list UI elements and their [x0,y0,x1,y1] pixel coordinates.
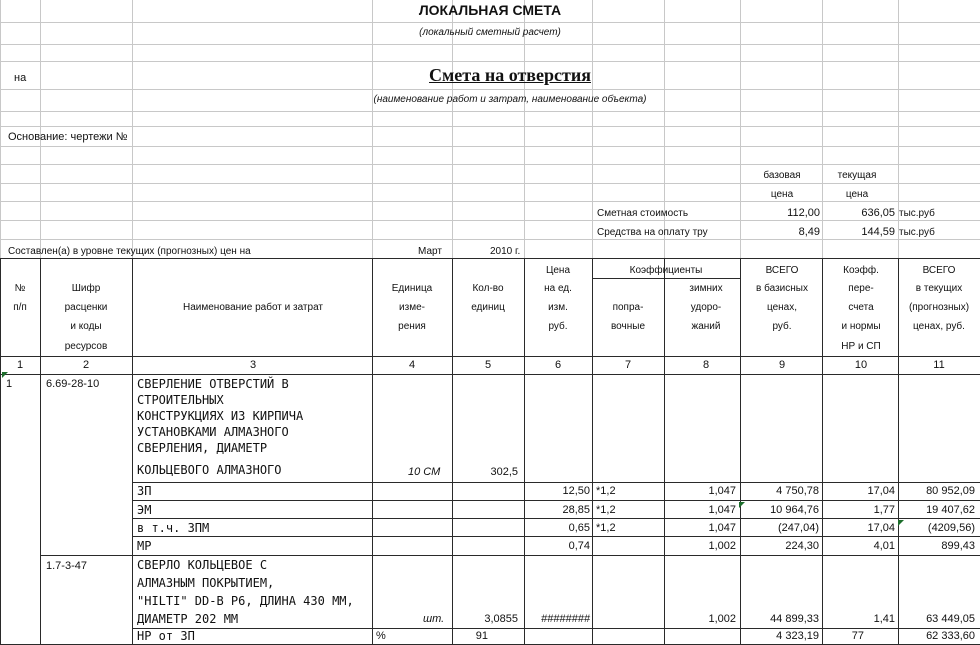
current-header-2: цена [845,189,869,200]
basis-line: Основание: чертежи № [8,131,128,143]
item1-sub4-winter: 1,002 [708,540,736,552]
item1-sub1-recalc: 17,04 [867,485,895,497]
hdr-num-2: п/п [13,302,27,313]
item1-sub4-recalc: 4,01 [873,540,895,552]
cost-current-1: 636,05 [861,207,895,219]
np-row-recalc: 77 [851,630,864,642]
hdr-coef-a-1: попра- [612,302,644,313]
colnum-11: 11 [933,359,945,371]
hdr-total-base-3: ценах, [766,302,798,313]
na-label: на [14,72,27,84]
work-subtitle: (наименование работ и затрат, наименование объекта) [373,94,647,105]
table-border-h [0,374,980,375]
gridline-v [132,0,133,258]
np-row-qty: 91 [475,630,488,642]
cost-current-2: 144,59 [861,226,895,238]
item1-sub3-total-base: (247,04) [778,522,819,534]
item1-name-2: СТРОИТЕЛЬНЫХ [137,393,224,407]
item2-code: 1.7-3-47 [46,560,87,572]
item1-sub3-winter: 1,047 [708,522,736,534]
item1-sub3-total-cur: (4209,56) [927,522,975,534]
doc-subtitle: (локальный сметный расчет) [419,27,561,38]
comment-marker [2,372,8,378]
table-border-v [40,258,41,644]
cost-unit-2: тыс.руб [899,227,935,238]
table-border-v [524,258,525,644]
item2-name-4: ДИАМЕТР 202 ММ [137,612,239,626]
hdr-coef-b-3: жаний [691,321,721,332]
hdr-qty-2: единиц [471,302,505,313]
hdr-recalc-2: пере- [848,283,874,294]
hdr-price-1: Цена [545,265,571,276]
gridline-h [0,146,980,147]
base-header-1: базовая [763,170,801,181]
hdr-recalc-3: счета [848,302,874,313]
cost-unit-1: тыс.руб [899,208,935,219]
table-border-v [822,258,823,644]
colnum-5: 5 [484,359,492,371]
gridline-h [0,61,980,62]
table-border-v [0,258,1,644]
hdr-recalc-4: и нормы [841,321,881,332]
colnum-3: 3 [249,359,257,371]
item1-sub1-price: 12,50 [562,485,590,497]
item1-sub1-name: ЗП [137,484,152,498]
item1-sub2-price: 28,85 [562,504,590,516]
cost-base-2: 8,49 [798,226,820,238]
table-border-v [372,258,373,644]
table-border-h [132,555,980,556]
table-border-h [132,518,980,519]
colnum-6: 6 [554,359,562,371]
table-border-v [592,258,593,644]
item1-code: 6.69-28-10 [46,378,100,390]
gridline-h [0,111,980,112]
item1-sub1-total-cur: 80 952,09 [926,485,975,497]
gridline-v [0,0,1,258]
item2-qty: 3,0855 [484,613,518,625]
hdr-total-cur-4: ценах, руб. [913,321,965,332]
table-border-h [132,500,980,501]
hdr-total-base-4: руб. [772,321,792,332]
hdr-code-3: и коды [70,321,102,332]
hdr-price-3: изм. [548,302,568,313]
gridline-v [822,0,823,258]
item2-name-1: СВЕРЛО КОЛЬЦЕВОЕ С [137,558,268,572]
table-border-h [40,555,132,556]
hdr-coef-a-2: вочные [610,321,646,332]
item1-sub3-price: 0,65 [568,522,590,534]
item2-name-3: "HILTI" DD-B P6, ДЛИНА 430 ММ, [137,594,354,608]
colnum-4: 4 [408,359,416,371]
colnum-7: 7 [624,359,632,371]
item1-sub1-coef: *1,2 [596,485,616,497]
gridline-h [0,239,980,240]
hdr-coef-b-2: удоро- [690,302,722,313]
hdr-total-base-1: ВСЕГО [765,265,799,276]
item1-sub2-name: ЭМ [137,503,152,517]
hdr-total-cur-2: в текущих [915,283,963,294]
comment-marker [898,520,904,526]
gridline-h [0,89,980,90]
item1-sub2-winter: 1,047 [708,504,736,516]
table-border-v [740,258,741,644]
item1-unit: 10 СМ [408,466,441,478]
item1-name-6: КОЛЬЦЕВОГО АЛМАЗНОГО [137,463,282,477]
hdr-code-2: расценки [64,302,108,313]
item2-total-base: 44 899,33 [770,613,819,625]
item1-sub2-coef: *1,2 [596,504,616,516]
compiled-year: 2010 г. [490,246,521,257]
colnum-2: 2 [82,359,90,371]
gridline-v [592,0,593,258]
table-border-v [898,258,899,644]
item1-sub4-price: 0,74 [568,540,590,552]
item1-sub3-recalc: 17,04 [867,522,895,534]
hdr-recalc-1: Коэфф. [843,265,879,276]
cost-label-2: Средства на оплату тру [597,227,708,238]
item2-recalc: 1,41 [873,613,895,625]
gridline-h [0,220,980,221]
item1-sub4-total-base: 224,30 [785,540,819,552]
colnum-8: 8 [702,359,710,371]
hdr-code-4: ресурсов [64,341,108,352]
hdr-unit-3: рения [398,321,426,332]
item2-total-cur: 63 449,05 [926,613,975,625]
hdr-price-2: на ед. [544,283,572,294]
colnum-9: 9 [778,359,786,371]
hdr-code-1: Шифр [71,283,101,294]
hdr-qty-1: Кол-во [472,283,504,294]
hdr-num-1: № [14,283,26,294]
np-row-total-base: 4 323,19 [776,630,819,642]
item1-name-4: УСТАНОВКАМИ АЛМАЗНОГО [137,425,289,439]
item2-price: ######## [541,613,590,625]
work-title: Смета на отверстия [429,65,591,85]
hdr-coef: Коэффициенты [629,265,703,276]
colnum-1: 1 [16,359,24,371]
current-header-1: текущая [837,170,877,181]
item1-sub2-total-base: 10 964,76 [770,504,819,516]
item2-winter: 1,002 [708,613,736,625]
hdr-recalc-5: НР и СП [841,341,881,352]
table-border-v [452,258,453,644]
item1-name-1: СВЕРЛЕНИЕ ОТВЕРСТИЙ В [137,377,289,391]
item1-sub2-recalc: 1,77 [873,504,895,516]
table-border-v [664,258,665,644]
gridline-h [0,164,980,165]
colnum-10: 10 [854,359,868,371]
np-row-unit: % [376,630,386,642]
table-border-h [132,628,980,629]
item2-unit: шт. [423,613,445,625]
cost-base-1: 112,00 [787,207,820,219]
hdr-name: Наименование работ и затрат [182,302,324,313]
item1-sub2-total-cur: 19 407,62 [926,504,975,516]
table-border-h [132,482,980,483]
np-row-name: НР от ЗП [137,629,195,643]
gridline-h [0,201,980,202]
cost-label-1: Сметная стоимость [597,208,689,219]
doc-title: ЛОКАЛЬНАЯ СМЕТА [418,2,562,18]
item1-num: 1 [6,378,13,390]
item1-sub3-name: в т.ч. ЗПМ [137,521,210,535]
compiled-month: Март [418,246,442,257]
item1-sub3-coef: *1,2 [596,522,616,534]
gridline-h [0,22,980,23]
item1-sub1-total-base: 4 750,78 [776,485,819,497]
base-header-2: цена [770,189,794,200]
hdr-total-base-2: в базисных [756,283,808,294]
gridline-h [0,126,980,127]
table-border-h [0,356,980,357]
gridline-v [40,0,41,258]
item1-sub1-winter: 1,047 [708,485,736,497]
table-border-h [592,278,740,279]
gridline-h [0,183,980,184]
hdr-total-cur-1: ВСЕГО [922,265,956,276]
item1-name-5: СВЕРЛЕНИЯ, ДИАМЕТР [137,441,268,455]
gridline-v [740,0,741,258]
hdr-price-4: руб. [548,321,568,332]
compiled-line: Составлен(а) в уровне текущих (прогнозных) цен на [8,246,251,257]
hdr-total-cur-3: (прогнозных) [908,302,970,313]
item1-sub4-total-cur: 899,43 [941,540,975,552]
table-border-v [132,258,133,644]
hdr-unit-2: изме- [399,302,425,313]
hdr-coef-b-1: зимних [689,283,723,294]
hdr-unit-1: Единица [391,283,433,294]
item1-qty: 302,5 [490,466,518,478]
gridline-h [0,44,980,45]
item2-name-2: АЛМАЗНЫМ ПОКРЫТИЕМ, [137,576,275,590]
item1-sub4-name: МР [137,539,152,553]
np-row-total-cur: 62 333,60 [926,630,975,642]
table-border-h [132,536,980,537]
comment-marker [739,502,745,508]
table-border-h [0,258,980,259]
gridline-v [372,0,373,258]
item1-name-3: КОНСТРУКЦИЯХ ИЗ КИРПИЧА [137,409,304,423]
